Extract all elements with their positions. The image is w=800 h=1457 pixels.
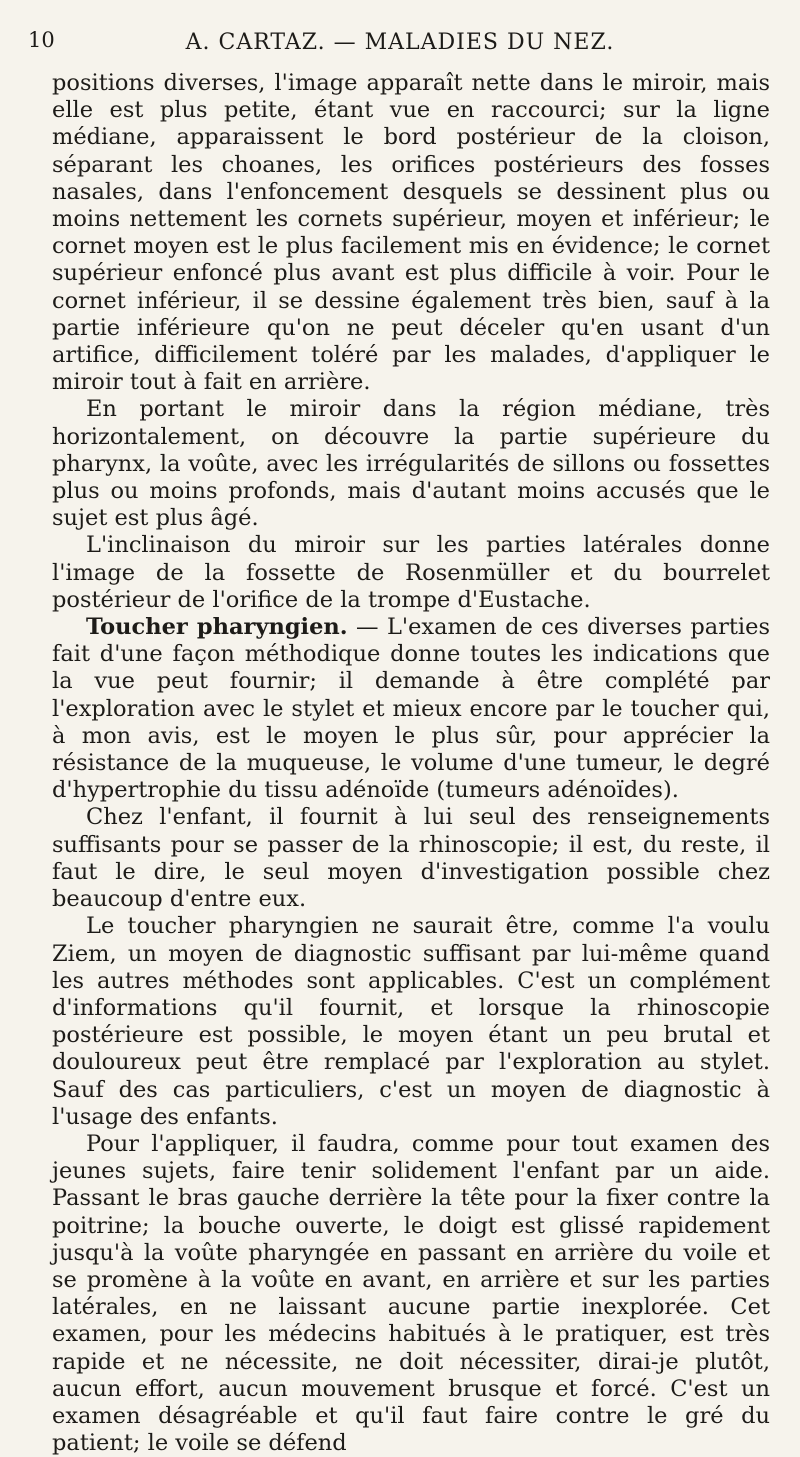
paragraph: [52, 1131, 770, 1457]
paragraph: [52, 532, 770, 614]
paragraph-text: Chez l'enfant, il fournit à lui seul des renseignements suffisants pour se passer de la rhinoscopie; il est, du reste, il faut le dire, le seul moyen d'investigation possible chez beaucoup d'entre eux.: [52, 804, 770, 913]
page-number: 10: [28, 28, 55, 52]
paragraph-text: Le toucher pharyngien ne saurait être, comme l'a voulu Ziem, un moyen de diagnostic suffisant par lui-même quand les autres méthodes sont applicables. C'est un complément d'informations qu'il fournit, et lorsque la rhinoscopie postérieure est possible, le moyen étant un peu brutal et douloureux peut être remplacé par l'exploration au stylet. Sauf des cas particuliers, c'est un moyen de diagnostic à l'usage des enfants.: [52, 913, 770, 1130]
body-text: [52, 70, 770, 1457]
paragraph: [52, 804, 770, 913]
paragraph-text: En portant le miroir dans la région médiane, très horizontalement, on découvre la partie supérieure du pharynx, la voûte, avec les irrégularités de sillons ou fossettes plus ou moins profonds, mais d'autant moins accusés que le sujet est plus âgé.: [52, 396, 770, 532]
page-header: [0, 22, 800, 58]
running-title: A. CARTAZ. — MALADIES DU NEZ.: [185, 30, 615, 55]
paragraph-text: positions diverses, l'image apparaît nette dans le miroir, mais elle est plus petite, étant vue en raccourci; sur la ligne médiane, apparaissent le bord postérieur de la cloison, séparant les choanes, les orifices postérieurs des fosses nasales, dans l'enfoncement desquels se dessinent plus ou moins nettement les cornets supérieur, moyen et inférieur; le cornet moyen est le plus facilement mis en évidence; le cornet supérieur enfoncé plus avant est plus difficile à voir. Pour le cornet inférieur, il se dessine également très bien, sauf à la partie inférieure qu'on ne peut déceler qu'en usant d'un artifice, difficilement toléré par les malades, d'appliquer le miroir tout à fait en arrière.: [52, 70, 770, 396]
paragraph-text: — L'examen de ces diverses parties fait d'une façon méthodique donne toutes les indications que la vue peut fournir; il demande à être complété par l'exploration avec le stylet et mieux encore par le toucher qui, à mon avis, est le moyen le plus sûr, pour apprécier la résistance de la muqueuse, le volume d'une tumeur, le degré d'hypertrophie du tissu adénoïde (tumeurs adénoïdes).: [52, 614, 770, 804]
paragraph-text: Pour l'appliquer, il faudra, comme pour tout examen des jeunes sujets, faire tenir solidement l'enfant par un aide. Passant le bras gauche derrière la tête pour la fixer contre la poitrine; la bouche ouverte, le doigt est glissé rapidement jusqu'à la voûte pharyngée en passant en arrière du voile et se promène à la voûte en avant, en arrière et sur les parties latérales, en ne laissant aucune partie inexplorée. Cet examen, pour les médecins habitués à le pratiquer, est très rapide et ne nécessite, ne doit nécessiter, dirai-je plutôt, aucun effort, aucun mouvement brusque et forcé. C'est un examen désagréable et qu'il faut faire contre le gré du patient; le voile se défend: [52, 1130, 770, 1457]
paragraph: [52, 396, 770, 532]
paragraph: [52, 70, 770, 396]
paragraph-text: L'inclinaison du miroir sur les parties latérales donne l'image de la fossette de Rosenmüller et du bourrelet postérieur de l'orifice de la trompe d'Eustache.: [52, 532, 770, 613]
section-heading: Toucher pharyngien.: [86, 614, 348, 641]
paragraph: [52, 614, 770, 804]
paragraph: [52, 913, 770, 1131]
